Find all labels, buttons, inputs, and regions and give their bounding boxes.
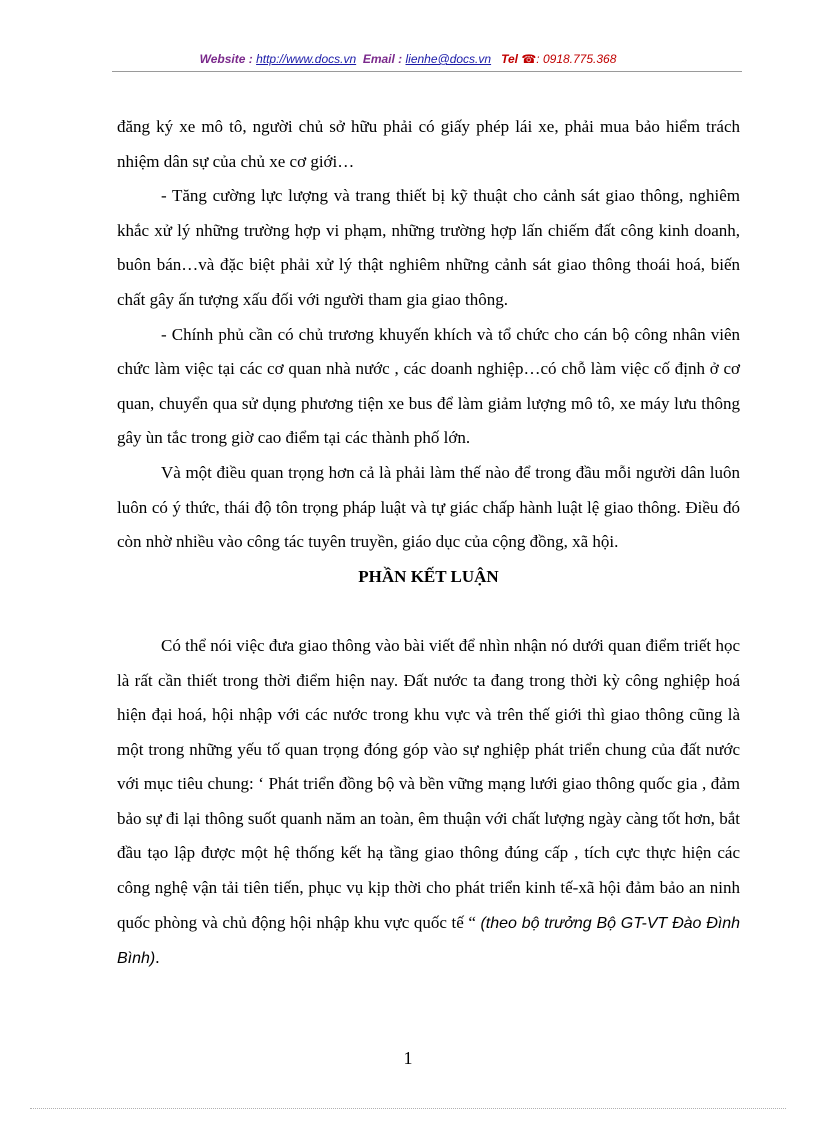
paragraph-3: - Chính phủ cần có chủ trương khuyến khích và tổ chức cho cán bộ công nhân viên chức làm việc tại các cơ quan nhà nước , các doanh nghiệp…có chỗ làm việc cố định ở cơ quan, chuyển qua sử dụng phương tiện xe bus để làm giảm lượng mô tô, xe máy lưu thông gây ùn tắc trong giờ cao điểm tại các thành phố lớn. [117,324,740,448]
website-label: Website [199,52,246,66]
conclusion-heading: PHẦN KẾT LUẬN [358,566,499,586]
page-header [0,52,816,66]
conclusion-paragraph [117,629,740,977]
document-body [117,110,740,977]
website-sep: : [245,52,257,66]
conclusion-end: . [155,948,160,968]
tel-label: Tel [501,52,518,66]
email-sep: : [394,52,406,66]
paragraph-1: đăng ký xe mô tô, người chủ sở hữu phải có giấy phép lái xe, phải mua bảo hiểm trách nhiệm dân sự của chủ xe cơ giới… [117,117,740,171]
email-label: Email [362,52,395,66]
email-link[interactable]: lienhe@docs.vn [405,52,492,66]
phone-icon: ☎ [521,52,537,66]
phone-number: : 0918.775.368 [536,52,617,66]
header-divider [112,71,742,72]
paragraph-4: Và một điều quan trọng hơn cả là phải làm thế nào để trong đầu mỗi người dân luôn luôn có ý thức, thái độ tôn trọng pháp luật và tự giác chấp hành luật lệ giao thông. Điều đó còn nhờ nhiều vào công tác tuyên truyền, giáo dục của cộng đồng, xã hội. [117,462,740,552]
quote-source: (theo bộ trưởng Bộ GT-VT Đào Đình Bình) [117,914,740,968]
website-link[interactable]: http://www.docs.vn [256,52,357,66]
page-number: 1 [403,1048,413,1068]
paragraph-2: - Tăng cường lực lượng và trang thiết bị kỹ thuật cho cảnh sát giao thông, nghiêm khắc xử lý những trường hợp vi phạm, những trường hợp lấn chiếm đất công kinh doanh, buôn bán…và đặc biệt phải xử lý thật nghiêm những cảnh sát giao thông thoái hoá, biến chất gây ấn tượng xấu đối với người tham gia giao thông. [117,186,740,309]
conclusion-body: Có thể nói việc đưa giao thông vào bài viết để nhìn nhận nó dưới quan điểm triết học là rất cần thiết trong thời điểm hiện nay. Đất nước ta đang trong thời kỳ công nghiệp hoá hiện đại hoá, hội nhập với các nước trong khu vực và trên thế giới thì giao thông cũng là một trong những yếu tố quan trọng đóng góp vào sự nghiệp phát triển chung của đất nước với mục tiêu chung: ‘ Phát triển đồng bộ và bền vững mạng lưới giao thông quốc gia , đảm bảo sự đi lại thông suốt quanh năm an toàn, êm thuận với chất lượng ngày càng tốt hơn, bắt đầu tạo lập được một hệ thống kết hạ tầng giao thông đúng cấp , tích cực thực hiện các công nghệ vận tải tiên tiến, phục vụ kịp thời cho phát triển kinh tế-xã hội đảm bảo an ninh quốc phòng và chủ động hội nhập khu vực quốc tế “ [117,635,740,932]
footer-divider [30,1108,786,1109]
spacer [117,594,740,629]
